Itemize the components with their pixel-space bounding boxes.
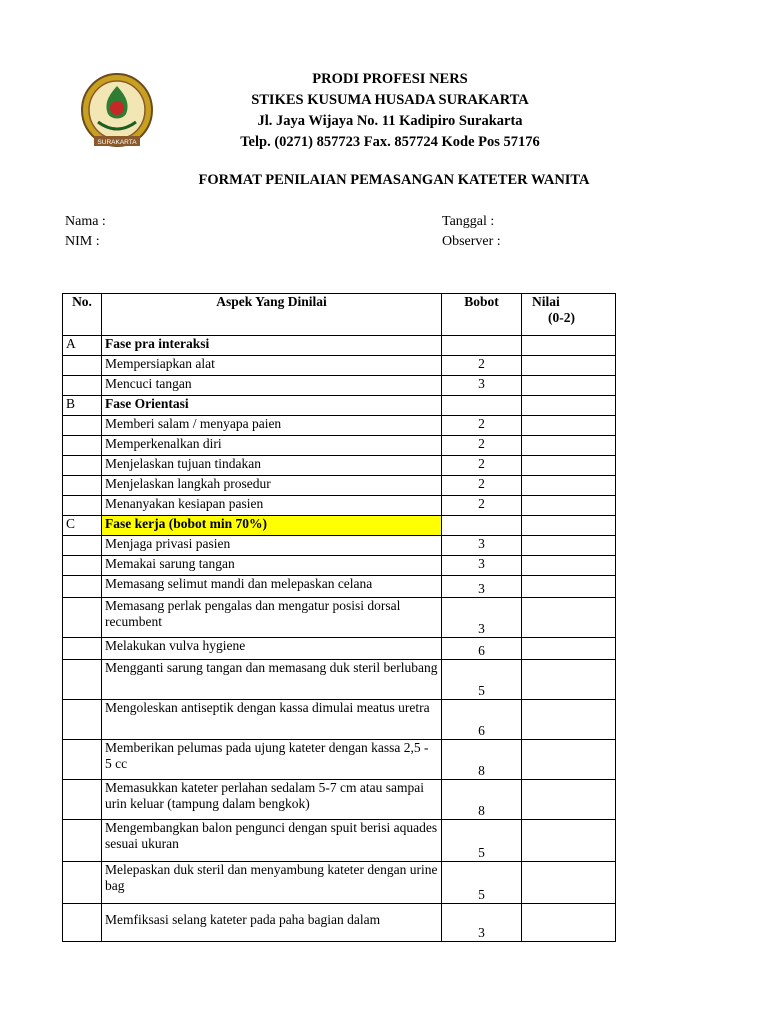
header-nilai-range: (0-2) [548, 310, 575, 325]
aspek-cell: Memasukkan kateter perlahan sedalam 5-7 cm atau sampai urin keluar (tampung dalam bengkok) [102, 780, 442, 820]
bobot-cell: 3 [442, 904, 522, 942]
aspek-cell: Mempersiapkan alat [102, 356, 442, 376]
header-aspek: Aspek Yang Dinilai [102, 294, 442, 336]
table-row [63, 660, 616, 700]
section-no: B [63, 396, 102, 416]
table-header-row [63, 294, 616, 336]
header-program: PRODI PROFESI NERS [312, 71, 468, 87]
table-row [63, 476, 616, 496]
aspek-cell: Melakukan vulva hygiene [102, 638, 442, 660]
document-header [160, 69, 620, 153]
aspek-cell: Mengembangkan balon pengunci dengan spuit berisi aquades sesuai ukuran [102, 820, 442, 862]
bobot-cell: 5 [442, 862, 522, 904]
aspek-cell: Memberikan pelumas pada ujung kateter dengan kassa 2,5 - 5 cc [102, 740, 442, 780]
field-observer: Observer : [442, 234, 501, 249]
field-nim: NIM : [65, 234, 100, 249]
institution-logo [78, 70, 156, 154]
aspek-cell: Memasang selimut mandi dan melepaskan celana [102, 576, 442, 598]
aspek-cell: Memasang perlak pengalas dan mengatur posisi dorsal recumbent [102, 598, 442, 638]
table-row [63, 862, 616, 904]
table-row [63, 638, 616, 660]
bobot-cell: 5 [442, 660, 522, 700]
header-bobot: Bobot [442, 294, 522, 336]
bobot-cell: 6 [442, 700, 522, 740]
section-no: A [63, 336, 102, 356]
table-row [63, 496, 616, 516]
bobot-cell: 2 [442, 436, 522, 456]
aspek-cell: Memakai sarung tangan [102, 556, 442, 576]
svg-text:SURAKARTA: SURAKARTA [97, 139, 137, 146]
section-row-b [63, 396, 616, 416]
aspek-cell: Menjaga privasi pasien [102, 536, 442, 556]
bobot-cell: 6 [442, 638, 522, 660]
aspek-cell: Memperkenalkan diri [102, 436, 442, 456]
table-row [63, 740, 616, 780]
table-row [63, 700, 616, 740]
assessment-table [62, 293, 616, 942]
bobot-cell: 2 [442, 476, 522, 496]
bobot-cell: 2 [442, 456, 522, 476]
aspek-cell: Mencuci tangan [102, 376, 442, 396]
aspek-cell: Memberi salam / menyapa paien [102, 416, 442, 436]
bobot-cell: 3 [442, 556, 522, 576]
table-row [63, 576, 616, 598]
table-row [63, 904, 616, 942]
aspek-cell: Mengganti sarung tangan dan memasang duk steril berlubang [102, 660, 442, 700]
bobot-cell: 2 [442, 496, 522, 516]
bobot-cell: 2 [442, 416, 522, 436]
section-row-c [63, 516, 616, 536]
document-title: FORMAT PENILAIAN PEMASANGAN KATETER WANITA [198, 172, 590, 188]
field-tanggal: Tanggal : [442, 214, 495, 229]
field-nama: Nama : [65, 214, 106, 229]
bobot-cell: 3 [442, 576, 522, 598]
section-row-a [63, 336, 616, 356]
header-nilai [522, 294, 616, 336]
table-row [63, 416, 616, 436]
aspek-cell: Menjelaskan tujuan tindakan [102, 456, 442, 476]
header-no: No. [63, 294, 102, 336]
table-row [63, 820, 616, 862]
table-row [63, 536, 616, 556]
table-row [63, 376, 616, 396]
table-row [63, 598, 616, 638]
section-label: Fase kerja (bobot min 70%) [102, 516, 442, 536]
header-institution: STIKES KUSUMA HUSADA SURAKARTA [251, 92, 529, 108]
bobot-cell: 3 [442, 376, 522, 396]
section-label: Fase Orientasi [102, 396, 442, 416]
section-no: C [63, 516, 102, 536]
header-nilai-label: Nilai [532, 294, 560, 309]
header-contact: Telp. (0271) 857723 Fax. 857724 Kode Pos 57176 [240, 134, 540, 150]
aspek-cell: Melepaskan duk steril dan menyambung kateter dengan urine bag [102, 862, 442, 904]
bobot-cell: 8 [442, 740, 522, 780]
table-row [63, 556, 616, 576]
header-address: Jl. Jaya Wijaya No. 11 Kadipiro Surakarta [257, 113, 523, 129]
aspek-cell: Mengoleskan antiseptik dengan kassa dimulai meatus uretra [102, 700, 442, 740]
table-row [63, 780, 616, 820]
bobot-cell: 3 [442, 536, 522, 556]
bobot-cell: 2 [442, 356, 522, 376]
aspek-cell: Menanyakan kesiapan pasien [102, 496, 442, 516]
bobot-cell: 8 [442, 780, 522, 820]
table-row [63, 456, 616, 476]
section-label: Fase pra interaksi [102, 336, 442, 356]
table-row [63, 356, 616, 376]
aspek-cell: Memfiksasi selang kateter pada paha bagian dalam [102, 904, 442, 942]
aspek-cell: Menjelaskan langkah prosedur [102, 476, 442, 496]
table-row [63, 436, 616, 456]
bobot-cell: 3 [442, 598, 522, 638]
bobot-cell: 5 [442, 820, 522, 862]
